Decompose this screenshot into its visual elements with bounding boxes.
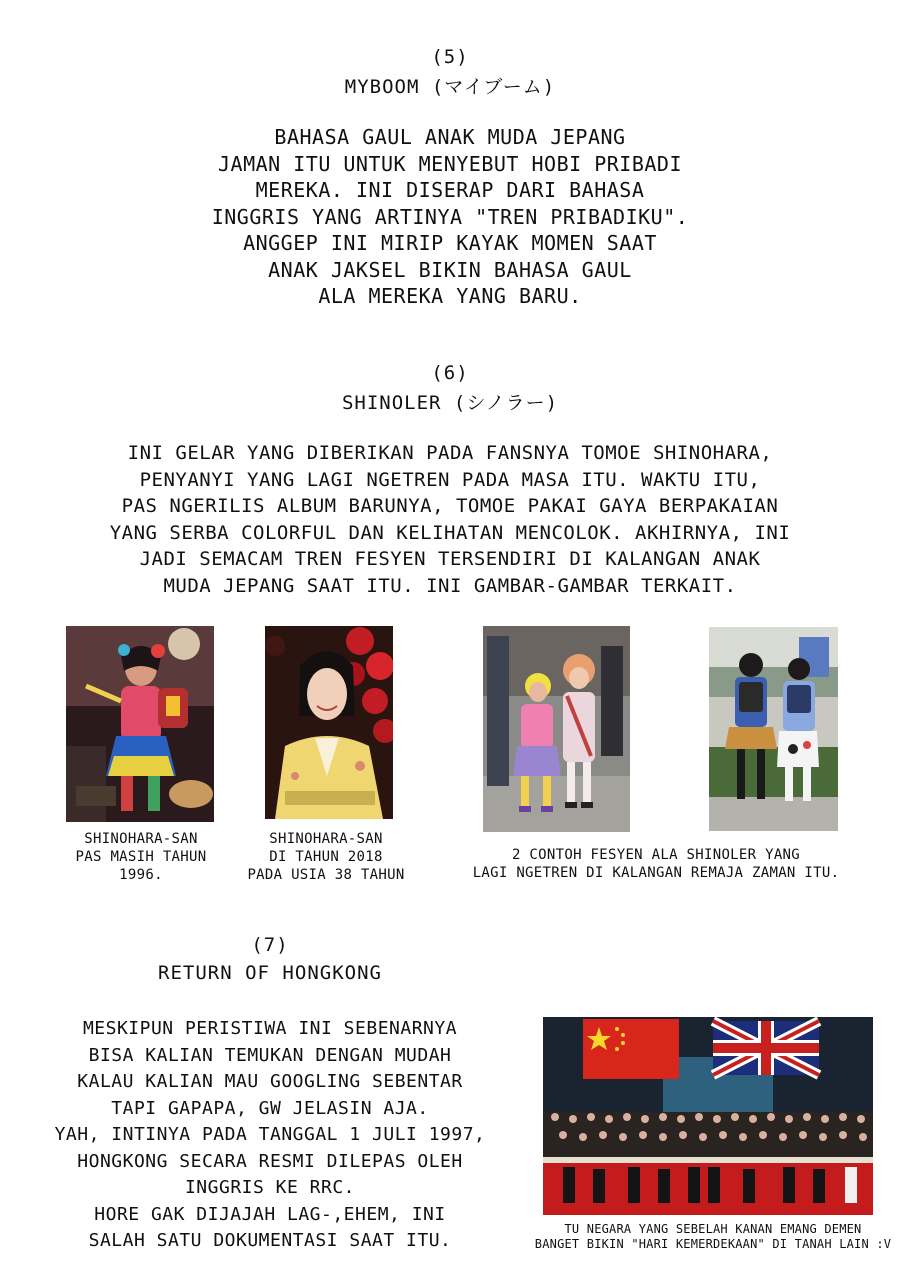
text-line: HONGKONG SECARA RESMI DILEPAS OLEH: [77, 1150, 463, 1172]
uk-flag-icon: [713, 1021, 819, 1075]
text-line: ANAK JAKSEL BIKIN BAHASA GAUL: [268, 257, 632, 282]
caption-line: LAGI NGETREN DI KALANGAN REMAJA ZAMAN ITU.: [472, 865, 840, 881]
text-line: MUDA JEPANG SAAT ITU. INI GAMBAR-GAMBAR TERKAIT.: [163, 574, 737, 597]
text-line: INI GELAR YANG DIBERIKAN PADA FANSNYA TOMOE SHINOHARA,: [127, 442, 773, 464]
caption-shinoler-examples: [446, 846, 866, 882]
text-line: KALAU KALIAN MAU GOOGLING SEBENTAR: [77, 1071, 463, 1092]
caption-hongkong: [528, 1222, 898, 1252]
caption-line: TU NEGARA YANG SEBELAH KANAN EMANG DEMEN: [564, 1222, 862, 1236]
text-line: ALA MEREKA YANG BARU.: [318, 284, 582, 308]
text-line: ANGGEP INI MIRIP KAYAK MOMEN SAAT: [243, 231, 657, 255]
text-line: PAS NGERILIS ALBUM BARUNYA, TOMOE PAKAI GAYA BERPAKAIAN: [121, 495, 779, 517]
section-6-body: [0, 440, 900, 599]
caption-photo-1996: [56, 830, 226, 884]
section-5-number: (5): [431, 46, 469, 68]
text-line: HORE GAK DIJAJAH LAG-,EHEM, INI: [94, 1203, 446, 1225]
section-7-number: (7): [251, 934, 289, 956]
section-6-title: SHINOLER (シノラー): [341, 392, 559, 414]
text-line: TAPI GAPAPA, GW JELASIN AJA.: [111, 1097, 429, 1119]
caption-line: PADA USIA 38 TAHUN: [247, 867, 405, 883]
china-flag-icon: [583, 1019, 679, 1079]
text-line: YAH, INTINYA PADA TANGGAL 1 JULI 1997,: [54, 1124, 486, 1145]
text-line: INGGRIS KE RRC.: [184, 1177, 356, 1198]
caption-photo-2018: [233, 830, 419, 884]
photo-shinoler-backpacks: [709, 627, 838, 831]
section-6-number: (6): [431, 362, 469, 384]
caption-line: BANGET BIKIN "HARI KEMERDEKAAN" DI TANAH LAIN :V: [534, 1237, 892, 1251]
text-line: BISA KALIAN TEMUKAN DENGAN MUDAH: [88, 1044, 452, 1066]
text-line: BAHASA GAUL ANAK MUDA JEPANG: [274, 125, 626, 149]
text-line: SALAH SATU DOKUMENTASI SAAT ITU.: [88, 1230, 452, 1251]
caption-line: 2 CONTOH FESYEN ALA SHINOLER YANG: [511, 847, 801, 863]
text-line: MEREKA. INI DISERAP DARI BAHASA: [255, 178, 645, 202]
photo-shinohara-1996: [66, 626, 214, 822]
section-5-body: [0, 124, 900, 310]
text-line: YANG SERBA COLORFUL DAN KELIHATAN MENCOLOK. AKHIRNYA, INI: [109, 521, 791, 544]
section-5-title: MYBOOM (マイブーム): [344, 76, 556, 98]
text-line: PENYANYI YANG LAGI NGETREN PADA MASA ITU. WAKTU ITU,: [139, 468, 761, 491]
caption-line: PAS MASIH TAHUN: [75, 849, 207, 865]
text-line: MESKIPUN PERISTIWA INI SEBENARNYA: [82, 1018, 458, 1039]
section-7-title: RETURN OF HONGKONG: [158, 962, 382, 984]
caption-line: 1996.: [119, 867, 163, 883]
text-line: JADI SEMACAM TREN FESYEN TERSENDIRI DI KALANGAN ANAK: [139, 548, 761, 570]
caption-line: DI TAHUN 2018: [269, 849, 383, 865]
caption-line: SHINOHARA-SAN: [269, 831, 383, 847]
photo-shinoler-girls: [483, 626, 630, 832]
photo-hongkong-handover: [543, 1017, 873, 1215]
text-line: JAMAN ITU UNTUK MENYEBUT HOBI PRIBADI: [217, 151, 683, 176]
text-line: INGGRIS YANG ARTINYA "TREN PRIBADIKU".: [211, 204, 689, 229]
caption-line: SHINOHARA-SAN: [84, 831, 198, 847]
photo-shinohara-2018: [265, 626, 393, 819]
section-7-body: [20, 1016, 520, 1255]
